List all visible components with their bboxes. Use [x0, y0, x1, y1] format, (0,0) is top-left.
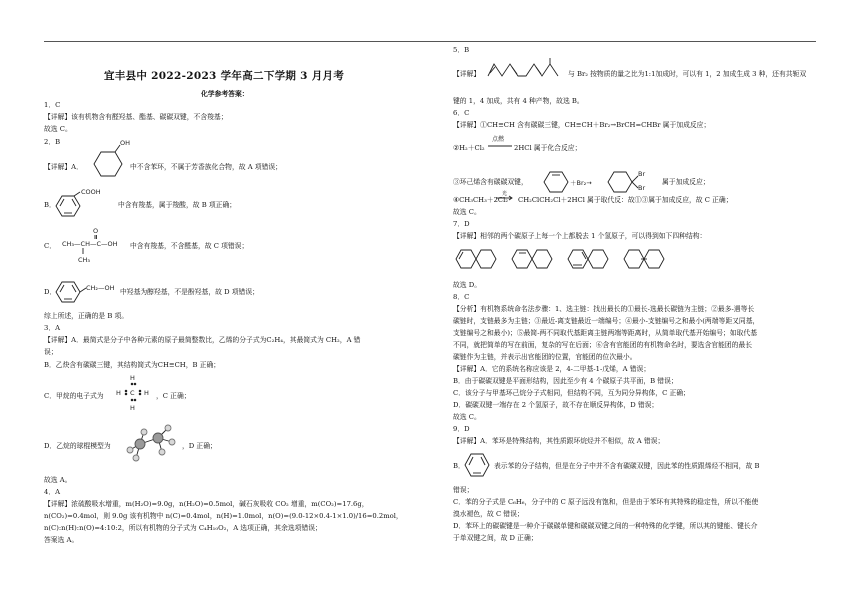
- benzene-kekule-structure: [462, 450, 494, 480]
- svg-text:CH₃: CH₃: [78, 256, 91, 264]
- answer-3: 3．A: [44, 324, 61, 332]
- isobutyric-acid-structure: [58, 226, 130, 268]
- benzoic-acid-structure: [52, 188, 112, 220]
- conclusion-8: 故选 C。: [453, 413, 481, 421]
- option-2d: 中羟基为醇羟基，不是酚羟基，故 D 项错误；: [120, 288, 259, 296]
- svg-text:＋Br₂→: ＋Br₂→: [570, 179, 592, 187]
- option-2b: 中含有羧基，属于羧酸，故 B 项正确；: [118, 201, 237, 209]
- detail-8d: D．碳碳双键一端存在 2 个氢原子，故不存在顺反异构体，D 错误；: [453, 401, 659, 409]
- answer-9: 9．D: [453, 425, 470, 433]
- detail-4-line1: 【详解】浓硫酸吸水增重，m(H₂O)=9.0g，n(H₂O)=0.5mol，碱石灰吸收 CO₂ 增重，m(CO₂)=17.6g，: [44, 500, 369, 508]
- ethane-ball-stick-model: [118, 420, 182, 464]
- detail-8b: B．由于碳碳双键是平面形结构，因此至少有 4 个碳原子共平面，B 错误；: [453, 377, 678, 385]
- detail-8a: 【详解】A．它的系统名称应该是 2，4-二甲基-1-戊烯，A 错误；: [453, 365, 651, 373]
- four-bicyclic-structures: [452, 244, 692, 274]
- detail-5-prefix: 【详解】: [453, 70, 481, 78]
- option-3d: ，D 正确；: [182, 442, 217, 450]
- detail-1: 【详解】该有机物含有醛羟基、酯基、碳碳双键，不含羧基；: [44, 113, 228, 121]
- svg-text:Br: Br: [638, 170, 646, 178]
- detail-6-4: CH₂ClCH₂Cl＋2HCl 属于取代反：故①③属于加成反应，故 C 正确；: [518, 196, 733, 204]
- option-9d-cont: 于单双键之间，故 D 正确；: [453, 534, 538, 542]
- analysis-8-line3: 支链编号之和最小)；⑤最简-两不同取代基距离主链两端等距离时，从简单取代基开始编号；如取代基: [453, 329, 758, 337]
- detail-4-line2: n(CO₂)=0.4mol，则 9.0g 该有机物中 n(C)=0.4mol，n(H)=1.0mol，n(O)=(9.0-12×0.4-1×1.0)/16=0.2mol，: [44, 512, 403, 520]
- option-2c-prefix: C．: [44, 242, 56, 250]
- detail-9a: 【详解】A．苯环是特殊结构，其性质跟环烷烃并不相似，故 A 错误；: [453, 437, 665, 445]
- reaction-arrow-ignite: [488, 143, 516, 149]
- detail-5: 与 Br₂ 按物质的量之比为1:1加成时，可以有 1，2 加成生成 3 种，还有共轭双: [568, 70, 807, 78]
- answer-1: 1．C: [44, 101, 61, 109]
- analysis-8-line4: 不同，就把简单的写在前面，复杂的写在后面；⑥含有官能团的有机物命名时，要选含官能团的最长: [453, 341, 753, 349]
- reaction-arrow-light: [496, 195, 516, 201]
- detail-6-4-prefix: ④CH₃CH₃＋2Cl₂: [453, 196, 509, 204]
- cyclohexene-bromination: [540, 166, 666, 198]
- conclusion-7: 故选 D。: [453, 281, 482, 289]
- detail-3a: 【详解】A．最简式是分子中各种元素的原子最简整数比，乙烯的分子式为C₂H₄，其最简式为 CH₂，A 错: [44, 336, 361, 344]
- reaction-condition-light: 光: [502, 191, 508, 197]
- svg-text:O: O: [93, 227, 99, 235]
- answer-7: 7．D: [453, 220, 470, 228]
- option-9b: 表示苯的分子结构，但是在分子中并不含有碳碳双键，因此苯的性质跟烯烃不相同，故 B: [494, 462, 760, 470]
- detail-6-2: 2HCl 属于化合反应；: [514, 144, 582, 152]
- top-rule: [44, 41, 816, 42]
- option-2a: 中不含苯环，不属于芳香族化合物，故 A 项错误；: [130, 163, 282, 171]
- answer-8: 8．C: [453, 293, 470, 301]
- detail-7: 【详解】相邻的两个碳原子上每一个上都脱去 1 个氢原子，可以得到如下四种结构：: [453, 232, 707, 240]
- analysis-8-line1: 【分析】有机物系统命名法步骤：1、选主链：找出最长的①最长-选最长碳链为主链；②最多-遇等长: [453, 305, 755, 313]
- conclusion-3: 故选 A。: [44, 476, 72, 484]
- option-9b-prefix: B．: [453, 462, 465, 470]
- svg-text:Br: Br: [638, 184, 646, 192]
- analysis-8-line5: 碳链作为主链，并表示出官能团的位置，官能团的位次最小。: [453, 353, 637, 361]
- svg-text:CH₃—CH—C—OH: CH₃—CH—C—OH: [62, 240, 118, 248]
- page-title: 宜丰县中 2022-2023 学年高二下学期 3 月月考: [104, 70, 345, 82]
- svg-text:H: H: [130, 404, 135, 412]
- svg-text:COOH: COOH: [81, 188, 101, 196]
- option-9b-cont: 错误；: [453, 486, 474, 494]
- analysis-8-line2: 碳链时，支链最多为主链；③最近-离支链最近一端编号；④最小-支链编号之和最小(两端等距又同基，: [453, 317, 760, 325]
- detail-5-cont: 键的 1，4 加成，共有 4 种产物，故选 B。: [453, 97, 584, 105]
- answer-4: 4．A: [44, 488, 61, 496]
- page-subtitle: 化学参考答案：: [201, 90, 249, 98]
- option-2d-prefix: D．: [44, 288, 57, 296]
- option-9c: C．苯的分子式是 C₆H₆，分子中的 C 原子远没有饱和，但是由于苯环有其特殊的稳定性，所以不能使: [453, 498, 759, 506]
- answer-6: 6．C: [453, 109, 470, 117]
- svg-text:H: H: [144, 389, 149, 397]
- svg-text:OH: OH: [120, 139, 131, 147]
- option-9c-cont: 溴水褪色，故 C 错误；: [453, 510, 524, 518]
- conclusion-6: 故选 C。: [453, 208, 481, 216]
- option-9d: D．苯环上的碳碳键是一种介于碳碳单键和碳碳双键之间的一种特殊的化学键，所以其的键能、键长介: [453, 522, 758, 530]
- detail-4-line3: n(C):n(H):n(O)=4:10:2，所以有机物的分子式为 C₄H₁₀O₂，A 选项正确，其余选项错误；: [44, 524, 322, 532]
- detail-8c: C．该分子与甲基环己烷分子式相同，但结构不同，互为同分异构体，C 正确；: [453, 389, 690, 397]
- option-2c: 中含有羧基，不含醛基，故 C 项错误；: [130, 242, 249, 250]
- detail-6-3-prefix: ③环己烯含有碳碳双键，: [453, 178, 528, 186]
- option-3c: ，C 正确；: [156, 392, 191, 400]
- svg-text:H: H: [116, 389, 121, 397]
- benzyl-alcohol-structure: [54, 278, 124, 306]
- svg-text:C: C: [130, 389, 135, 397]
- detail-6-1: 【详解】①CH≡CH 含有碳碳三键，CH≡CH＋Br₂→BrCH=CHBr 属于加成反应；: [453, 121, 711, 129]
- detail-6-2-prefix: ②H₂＋Cl₂: [453, 144, 485, 152]
- detail-2-prefix: 【详解】A．: [44, 163, 83, 171]
- conclusion-4: 答案选 A。: [44, 536, 79, 544]
- option-2b-prefix: B．: [44, 201, 56, 209]
- conclusion-1: 故选 C。: [44, 125, 72, 133]
- option-3d-prefix: D．乙烷的球棍模型为: [44, 442, 111, 450]
- methane-electron-formula: [112, 372, 160, 416]
- svg-text:H: H: [130, 374, 135, 382]
- svg-text:CH₂—OH: CH₂—OH: [86, 284, 115, 292]
- option-3b: B．乙炔含有碳碳三键，其结构简式为CH≡CH，B 正确；: [44, 361, 221, 369]
- answer-2: 2．B: [44, 138, 61, 146]
- answer-5: 5．B: [453, 46, 470, 54]
- reaction-condition-ignite: 点燃: [492, 136, 505, 143]
- detail-3a-cont: 误；: [44, 348, 58, 356]
- detail-6-3: 属于加成反应；: [662, 178, 710, 186]
- option-3c-prefix: C．甲烷的电子式为: [44, 392, 104, 400]
- summary-2: 综上所述，正确的是 B 项。: [44, 312, 129, 320]
- triene-structure: [486, 58, 566, 82]
